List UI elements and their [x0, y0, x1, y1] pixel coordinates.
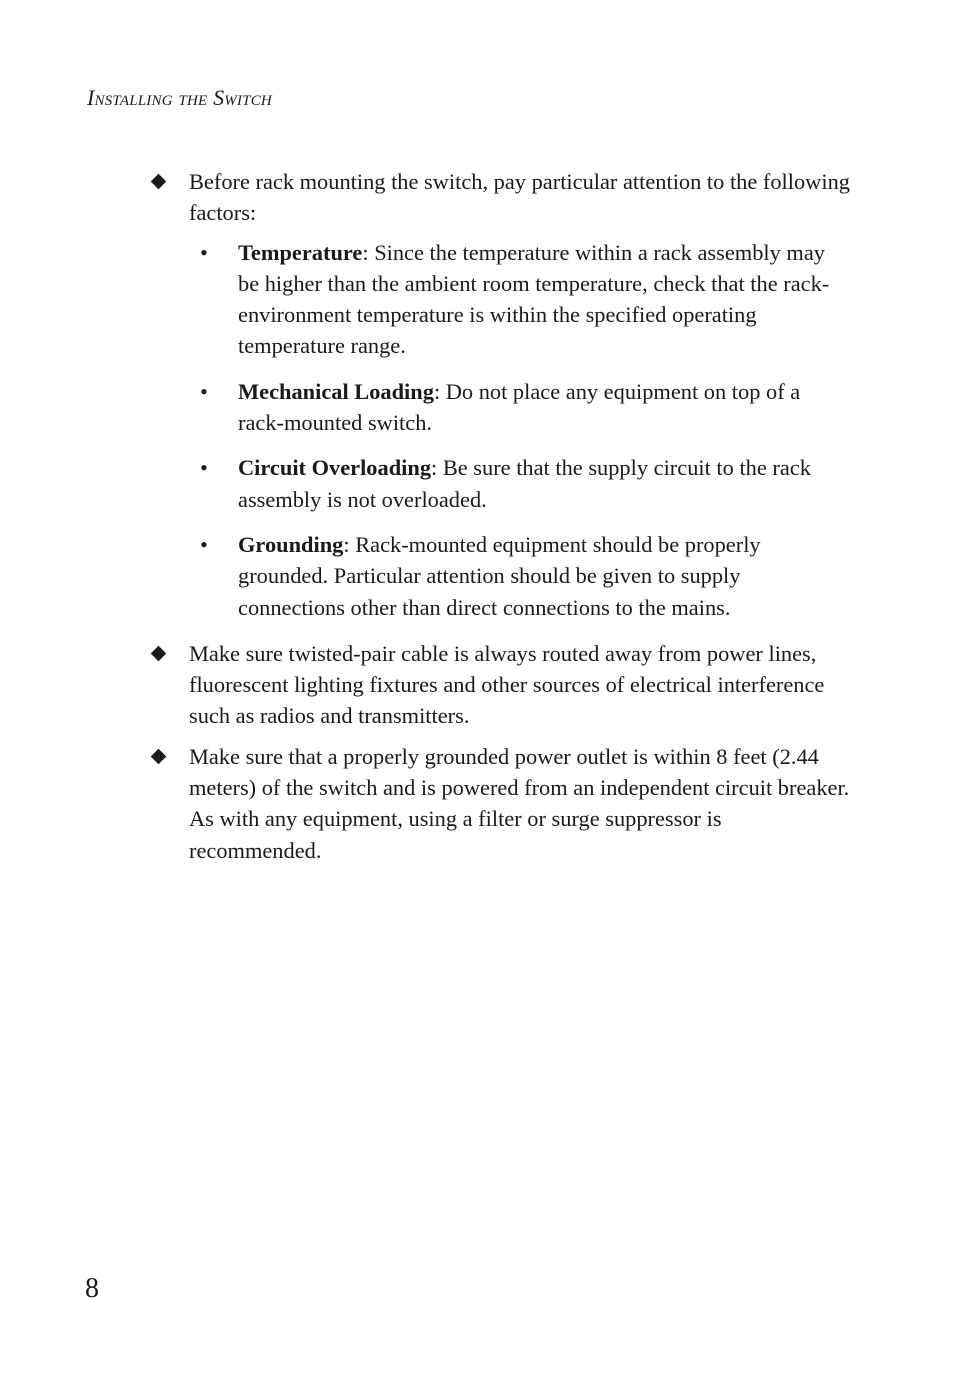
list-item — [150, 638, 850, 732]
bullet-dot-icon: • — [200, 239, 208, 265]
list-item-text: Before rack mounting the switch, pay particular attention to the following factors: — [189, 169, 850, 226]
diamond-bullet-icon — [151, 748, 167, 764]
term-description: : Be sure that the supply circuit to the rack assembly is not overloaded. — [238, 455, 811, 512]
term-label: Grounding — [238, 531, 344, 557]
term-label: Circuit Overloading — [238, 455, 432, 481]
rack-factors-list — [189, 237, 850, 623]
sub-list-item-circuit-overloading — [189, 452, 850, 515]
bullet-dot-icon: • — [200, 531, 208, 557]
list-item-text: Make sure that a properly grounded power outlet is within 8 feet (2.44 meters) of the switch and is powered from an independent circuit breaker. As with any equipment, using a filter or surge suppressor is recommended. — [189, 743, 850, 863]
term-description: : Rack-mounted equipment should be properly grounded. Particular attention should be given to supply connections other than direct connections to the mains. — [238, 531, 761, 620]
bullet-dot-icon: • — [200, 455, 208, 481]
sub-list-item-grounding — [189, 529, 850, 623]
sub-list-item-temperature — [189, 237, 850, 362]
list-item-text: Make sure twisted-pair cable is always routed away from power lines, fluorescent lighting fixtures and other sources of electrical interference such as radios and transmitters. — [189, 640, 825, 729]
bullet-dot-icon: • — [200, 378, 208, 404]
term-label: Temperature — [238, 239, 363, 265]
diamond-bullet-icon — [151, 646, 167, 662]
sub-list-item-mechanical-loading — [189, 376, 850, 439]
running-header: Installing the Switch — [87, 85, 272, 110]
main-content — [150, 166, 850, 866]
term-label: Mechanical Loading — [238, 378, 434, 404]
term-description: : Since the temperature within a rack assembly may be higher than the ambient room temperature, check that the rack-environment temperature is within the specified operating temperature range. — [238, 239, 830, 359]
list-item — [150, 166, 850, 623]
diamond-bullet-icon — [151, 174, 167, 190]
term-description: : Do not place any equipment on top of a rack-mounted switch. — [238, 378, 801, 436]
list-item — [150, 741, 850, 866]
page-number: 8 — [85, 1273, 99, 1304]
